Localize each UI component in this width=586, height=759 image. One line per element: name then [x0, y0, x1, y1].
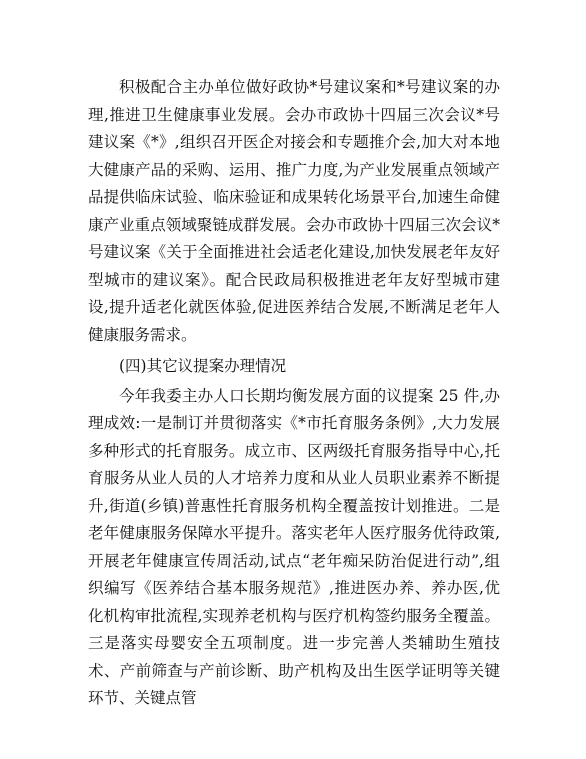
document-body [88, 74, 500, 713]
section-heading: (四)其它议提案办理情况 [119, 357, 287, 375]
paragraph-1: 积极配合主办单位做好政协*号建议案和*号建议案的办理,推进卫生健康事业发展。会办市政协十四届三次会议*号建议案《*》,组织召开医企对接会和专题推介会,加大对本地大健康产品的采购、运用、推广力度,为产业发展重点领域产品提供临床试验、临床验证和成果转化场景平台,加速生命健康产业重点领域聚链成群发展。会办市政协十四届三次会议*号建议案《关于全面推进社会适老化建设,加快发展老年友好型城市的建议案》。配合民政局积极推进老年友好型城市建设,提升适老化就医体验,促进医养结合发展,不断满足老年人健康服务需求。 [88, 78, 500, 344]
paragraph-2: 今年我委主办人口长期均衡发展方面的议提案 25 件,办理成效:一是制订并贯彻落实《*市托育服务条例》,大力发展多种形式的托育服务。成立市、区两级托育服务指导中心,托育服务从业人员的人才培养力度和从业人员职业素养不断提升,街道(乡镇)普惠性托育服务机构全覆盖按计划推进。二是老年健康服务保障水平提升。落实老年人医疗服务优待政策,开展老年健康宣传周活动,试点“老年痴呆防治促进行动”,组织编写《医养结合基本服务规范》,推进医办养、养办医,优化机构审批流程,实现养老机构与医疗机构签约服务全覆盖。三是落实母婴安全五项制度。进一步完善人类辅助生殖技术、产前筛查与产前诊断、助产机构及出生医学证明等关键环节、关键点管 [88, 386, 500, 707]
